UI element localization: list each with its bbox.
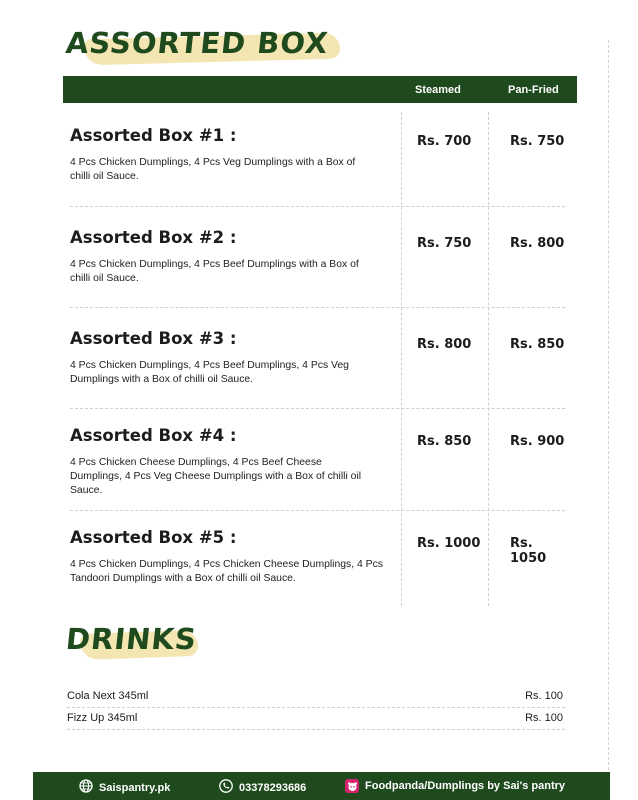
item-description: 4 Pcs Chicken Cheese Dumplings, 4 Pcs Beef Cheese Dumplings, 4 Pcs Veg Cheese Dumplings with a Box of chilli oil Sauce. — [70, 457, 362, 496]
item-name: Assorted Box #3 : — [70, 329, 237, 348]
drink-price: Rs. 100 — [525, 712, 563, 724]
price-pan-fried: Rs. 1050 — [510, 536, 547, 566]
website-text: Saispantry.pk — [99, 781, 171, 794]
footer-phone[interactable] — [219, 779, 306, 796]
item-name: Assorted Box #4 : — [70, 426, 237, 445]
price-steamed: Rs. 800 — [417, 337, 472, 352]
foodpanda-text: Foodpanda/Dumplings by Sai's pantry — [365, 780, 566, 792]
section-title-assorted: ASSORTED BOX — [64, 26, 331, 60]
menu-item-row — [66, 414, 572, 509]
price-steamed: Rs. 850 — [417, 434, 472, 449]
column-header-steamed: Steamed — [415, 84, 461, 96]
price-header-bar — [63, 76, 577, 103]
menu-item-row — [66, 216, 572, 311]
item-description: 4 Pcs Chicken Dumplings, 4 Pcs Beef Dumplings with a Box of chilli oil Sauce. — [70, 259, 359, 284]
footer-website[interactable] — [79, 779, 170, 796]
item-description: 4 Pcs Chicken Dumplings, 4 Pcs Beef Dumplings, 4 Pcs Veg Dumplings with a Box of chilli oil Sauce. — [70, 360, 349, 385]
phone-icon — [219, 779, 233, 796]
decorative-divider — [608, 40, 609, 770]
item-name: Assorted Box #1 : — [70, 126, 237, 145]
row-divider — [67, 729, 565, 730]
row-divider — [67, 707, 565, 708]
price-pan-fried: Rs. 850 — [510, 337, 565, 352]
foodpanda-icon — [345, 779, 359, 793]
row-divider — [70, 307, 565, 308]
row-divider — [70, 408, 565, 409]
drink-row — [67, 710, 565, 728]
price-steamed: Rs. 1000 — [417, 536, 481, 551]
footer-foodpanda[interactable] — [345, 779, 565, 793]
menu-item-row — [66, 114, 572, 209]
menu-item-row — [66, 317, 572, 412]
row-divider — [70, 510, 565, 511]
item-name: Assorted Box #5 : — [70, 528, 237, 547]
item-name: Assorted Box #2 : — [70, 228, 237, 247]
contact-footer — [33, 772, 610, 800]
price-pan-fried: Rs. 800 — [510, 236, 565, 251]
section-title-drinks: DRINKS — [64, 622, 199, 656]
globe-icon — [79, 779, 93, 796]
price-steamed: Rs. 700 — [417, 134, 472, 149]
drink-name: Fizz Up 345ml — [67, 712, 138, 724]
row-divider — [70, 206, 565, 207]
menu-item-row — [66, 516, 572, 611]
price-pan-fried: Rs. 750 — [510, 134, 565, 149]
item-description: 4 Pcs Chicken Dumplings, 4 Pcs Veg Dumplings with a Box of chilli oil Sauce. — [70, 157, 356, 182]
column-header-pan-fried: Pan-Fried — [508, 84, 559, 96]
price-pan-fried: Rs. 900 — [510, 434, 565, 449]
drink-name: Cola Next 345ml — [67, 690, 149, 702]
drink-row — [67, 688, 565, 706]
price-steamed: Rs. 750 — [417, 236, 472, 251]
item-description: 4 Pcs Chicken Dumplings, 4 Pcs Chicken Cheese Dumplings, 4 Pcs Tandoori Dumplings with a Box of chilli oil Sauce. — [70, 559, 384, 584]
drink-price: Rs. 100 — [525, 690, 563, 702]
phone-text: 03378293686 — [239, 781, 307, 794]
